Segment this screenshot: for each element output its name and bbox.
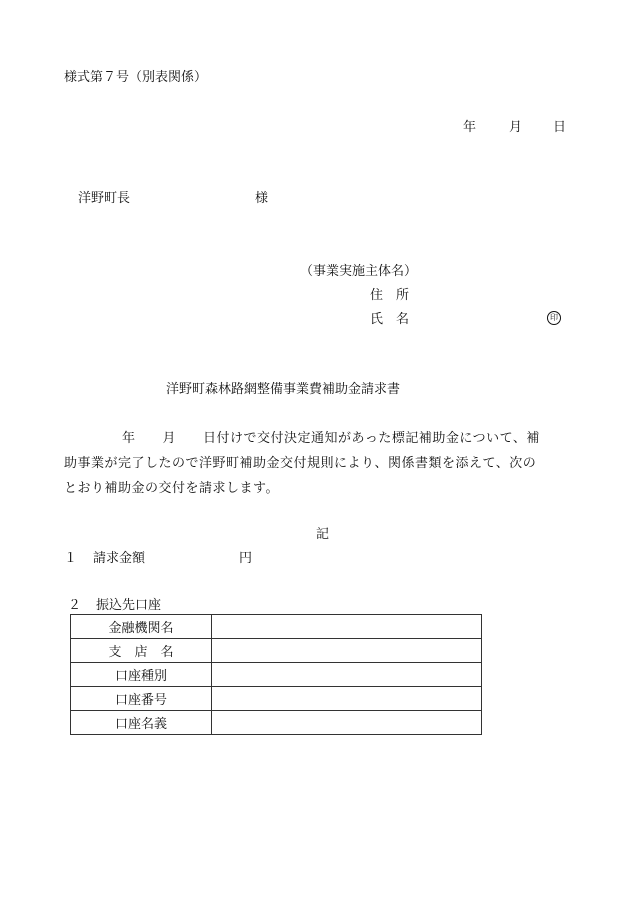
table-row [71, 711, 482, 735]
date-month-label: 月 [509, 120, 523, 135]
addressee-honorific: 様 [255, 191, 269, 206]
applicant-name-label: 氏 名 [370, 312, 410, 327]
body-line-1: 年 月 日付けで交付決定通知があった標記補助金について、補 [122, 431, 540, 446]
item1-label: 請求金額 [93, 551, 146, 566]
applicant-entity-label: （事業実施主体名） [300, 264, 418, 279]
addressee-name: 洋野町長 [78, 191, 131, 206]
table-row [71, 639, 482, 663]
account-type-label: 口座種別 [71, 663, 212, 687]
bank-name-label: 金融機関名 [71, 615, 212, 639]
table-row [71, 615, 482, 639]
body-line-2: 助事業が完了したので洋野町補助金交付規則により、関係書類を添えて、次の [64, 456, 537, 471]
item1-number: １ [64, 551, 78, 566]
table-row [71, 687, 482, 711]
applicant-address-label: 住 所 [370, 288, 410, 303]
form-number: 様式第７号（別表関係） [64, 70, 208, 85]
seal-icon: 印 [547, 311, 561, 325]
account-number-label: 口座番号 [71, 687, 212, 711]
account-number-value [212, 687, 482, 711]
seal-mark [547, 309, 561, 325]
account-type-value [212, 663, 482, 687]
ki-heading: 記 [316, 527, 330, 542]
item2-label: 振込先口座 [96, 598, 162, 613]
table-row [71, 663, 482, 687]
item1-unit: 円 [239, 551, 253, 566]
account-holder-value [212, 711, 482, 735]
account-holder-label: 口座名義 [71, 711, 212, 735]
date-year-label: 年 [463, 120, 477, 135]
bank-account-table [70, 614, 482, 735]
body-paragraph [64, 426, 580, 501]
document-title: 洋野町森林路網整備事業費補助金請求書 [166, 382, 401, 397]
branch-name-value [212, 639, 482, 663]
bank-name-value [212, 615, 482, 639]
date-day-label: 日 [553, 120, 567, 135]
branch-name-label: 支 店 名 [71, 639, 212, 663]
item2-number: ２ [68, 598, 82, 613]
body-line-3: とおり補助金の交付を請求します。 [64, 481, 279, 496]
